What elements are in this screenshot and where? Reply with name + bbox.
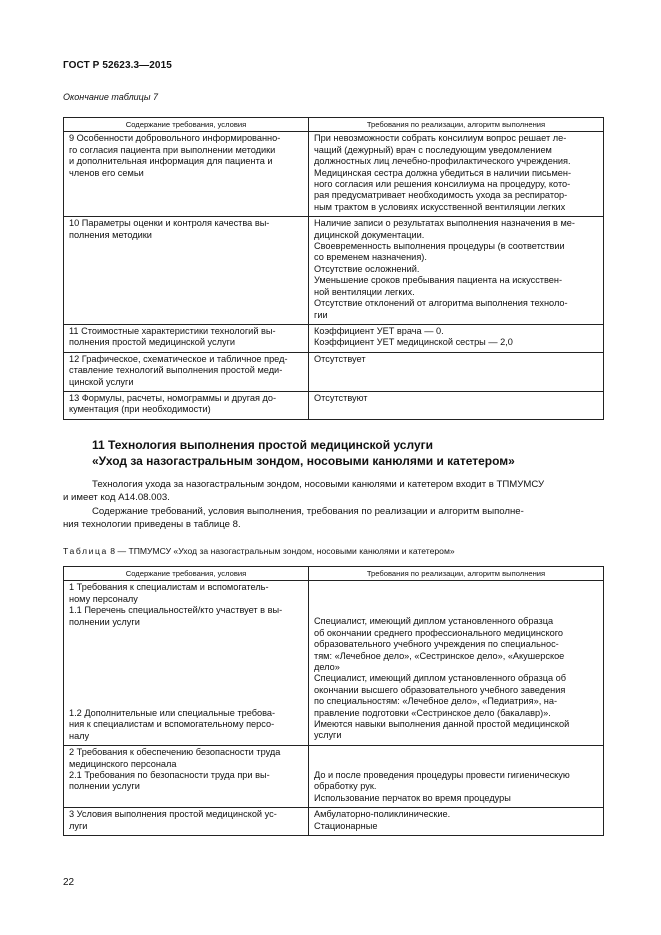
table7-cell-implementation [309, 391, 604, 419]
text-line: об окончании среднего профессионального медицинского [314, 627, 563, 638]
table8-row-2 [64, 746, 604, 808]
table8-row-3 [64, 808, 604, 836]
text-line: полнения простой медицинской услуги [69, 337, 236, 348]
table8-row1-left-spacer [69, 628, 303, 708]
text-line: медицинского персонала [69, 758, 177, 769]
table7-cell-requirement [64, 132, 309, 217]
table8-header-row [64, 567, 604, 581]
text-line: 11 Стоимостные характеристики технологий вы- [69, 325, 276, 336]
text-line: гии [314, 309, 328, 320]
text-line: дело» [314, 662, 340, 673]
text-line: Имеются навыки выполнения данной простой медицинской [314, 719, 570, 730]
table8-row2-right-spacer [314, 747, 598, 770]
text-line: Стационарные [314, 820, 378, 831]
text-line: ной вентиляции легких. [314, 286, 415, 297]
table7-caption: Окончание таблицы 7 [63, 92, 158, 102]
table7-cell-implementation [309, 217, 604, 325]
paragraph-2 [63, 505, 603, 531]
table7-body [64, 132, 604, 419]
text-line: со временем назначения). [314, 252, 427, 263]
table-7 [63, 117, 604, 420]
table8-row1-right-spacer [314, 582, 598, 616]
text-line: чащий (дежурный) врач с последующим уведомлением [314, 144, 552, 155]
table7-cell-requirement [64, 391, 309, 419]
table7-row [64, 132, 604, 217]
table7-row [64, 352, 604, 391]
text-line: Наличие записи о результатах выполнения назначения в ме- [314, 218, 575, 229]
table7-col2-header: Требования по реализации, алгоритм выполнения [309, 118, 604, 132]
table8-row1-left-top [69, 582, 303, 628]
text-line: 9 Особенности добровольного информированно- [69, 133, 281, 144]
text-line: Амбулаторно-поликлинические. [314, 809, 451, 820]
text-line: ного согласия или решения консилиума на процедуру, кото- [314, 179, 571, 190]
text-line: тям: «Лечебное дело», «Сестринское дело», «Акушерское [314, 650, 565, 661]
table7-row [64, 217, 604, 325]
text-line: 2.1 Требования по безопасности труда при вы- [69, 770, 270, 781]
text-line: дицинской документации. [314, 229, 425, 240]
text-line: 2 Требования к обеспечению безопасности труда [69, 747, 281, 758]
text-line: 10 Параметры оценки и контроля качества вы- [69, 218, 270, 229]
table8-row1-right-top [314, 616, 598, 719]
table8-col1-header: Содержание требования, условия [64, 567, 309, 581]
table8-col2-header: Требования по реализации, алгоритм выполнения [309, 567, 604, 581]
text-line: Отсутствие отклонений от алгоритма выполнения техноло- [314, 298, 568, 309]
text-line: Коэффициент УЕТ врача — 0. [314, 325, 444, 336]
text-line: 3 Условия выполнения простой медицинской ус- [69, 809, 277, 820]
table8-row3-right [309, 808, 604, 836]
text-line: 1.2 Дополнительные или специальные требова- [69, 708, 276, 719]
text-line: Использование перчаток во время процедуры [314, 792, 511, 803]
text-line: При невозможности собрать консилиум вопрос решает ле- [314, 133, 567, 144]
page-number: 22 [63, 877, 75, 888]
text-line: 13 Формулы, расчеты, номограммы и другая до- [69, 392, 277, 403]
text-line: должностных лиц лечебно-профилактического учреждения. [314, 156, 571, 167]
table7-row [64, 391, 604, 419]
table7-cell-implementation [309, 132, 604, 217]
text-line: луги [69, 820, 88, 831]
table7-header-row [64, 118, 604, 132]
text-line: цинской услуги [69, 376, 134, 387]
text-line: услуги [314, 730, 342, 741]
text-line: 1 Требования к специалистам и вспомогатель- [69, 582, 269, 593]
table7-col1-header: Содержание требования, условия [64, 118, 309, 132]
text-line: Специалист, имеющий диплом установленного образца [314, 616, 554, 627]
table8-row1-left-bottom [69, 708, 303, 742]
section-title-line1: 11 Технология выполнения простой медицинской услуги [92, 438, 433, 452]
text-line: Своевременность выполнения процедуры (в соответствии [314, 241, 565, 252]
table7-cell-implementation [309, 324, 604, 352]
text-line: правление подготовки «Сестринское дело (бакалавр)». [314, 707, 551, 718]
text-line: Отсутствие осложнений. [314, 263, 420, 274]
paragraph-1-line2: и имеет код А14.08.003. [63, 492, 170, 503]
text-line: До и после проведения процедуры провести гигиеническую [314, 770, 570, 781]
text-line: ному персоналу [69, 593, 138, 604]
text-line: окончании высшего образовательного учебного заведения [314, 684, 566, 695]
text-line: ным трактом в условиях искусственной вентиляции легких [314, 201, 566, 212]
table7-cell-implementation [309, 352, 604, 391]
table7-cell-requirement [64, 217, 309, 325]
table7-cell-requirement [64, 324, 309, 352]
text-line: Коэффициент УЕТ медицинской сестры — 2,0 [314, 337, 513, 348]
table8-caption [63, 546, 455, 557]
table8-row2-right [309, 746, 604, 808]
text-line: ния к специалистам и вспомогательному персо- [69, 719, 275, 730]
text-line: образовательного учебного учреждения по специальнос- [314, 639, 559, 650]
table8-row1-right [309, 581, 604, 746]
text-line: кументация (при необходимости) [69, 404, 211, 415]
table8-row2-left [64, 746, 309, 808]
text-line: по специальностям: «Лечебное дело», «Педиатрия», на- [314, 696, 558, 707]
text-line: Отсутствуют [314, 392, 368, 403]
table7-cell-requirement [64, 352, 309, 391]
text-line: полнении услуги [69, 781, 140, 792]
text-line: членов его семьи [69, 167, 144, 178]
text-line: полнении услуги [69, 616, 140, 627]
paragraph-1 [63, 478, 603, 504]
table8-row1-left [64, 581, 309, 746]
text-line: обработку рук. [314, 781, 377, 792]
text-line: Уменьшение сроков пребывания пациента на искусствен- [314, 275, 563, 286]
text-line: Медицинская сестра должна убедиться в наличии письмен- [314, 167, 571, 178]
table8-caption-text: 8 — ТПМУМСУ «Уход за назогастральным зондом, носовыми канюлями и катетером» [110, 546, 455, 556]
table8-row1-right-bottom [314, 719, 598, 742]
text-line: налу [69, 730, 90, 741]
text-line: и дополнительная информация для пациента и [69, 156, 273, 167]
text-line: ставление технологий выполнения простой меди- [69, 365, 283, 376]
paragraph-1-line1: Технология ухода за назогастральным зондом, носовыми канюлями и катетером входит в ТПМУМСУ [92, 479, 545, 490]
paragraph-2-line1: Содержание требований, условия выполнения, требования по реализации и алгоритм выполне- [92, 506, 524, 517]
section-title [92, 437, 515, 469]
text-line: го согласия пациента при выполнении методики [69, 144, 276, 155]
text-line: Отсутствует [314, 353, 366, 364]
table8-row-1 [64, 581, 604, 746]
table8-row3-left [64, 808, 309, 836]
table-8 [63, 566, 604, 836]
text-line: 1.1 Перечень специальностей/кто участвует в вы- [69, 605, 283, 616]
section-title-line2: «Уход за назогастральным зондом, носовыми канюлями и катетером» [92, 454, 515, 468]
standard-header: ГОСТ Р 52623.3—2015 [63, 60, 172, 71]
text-line: 12 Графическое, схематическое и табличное пред- [69, 353, 288, 364]
table8-caption-word: Таблица [63, 546, 108, 556]
table7-row [64, 324, 604, 352]
text-line: полнения методики [69, 229, 152, 240]
text-line: Специалист, имеющий диплом установленного образца об [314, 673, 567, 684]
paragraph-2-line2: ния технологии приведены в таблице 8. [63, 519, 241, 530]
text-line: рая предусматривает необходимость ухода за респиратор- [314, 190, 568, 201]
